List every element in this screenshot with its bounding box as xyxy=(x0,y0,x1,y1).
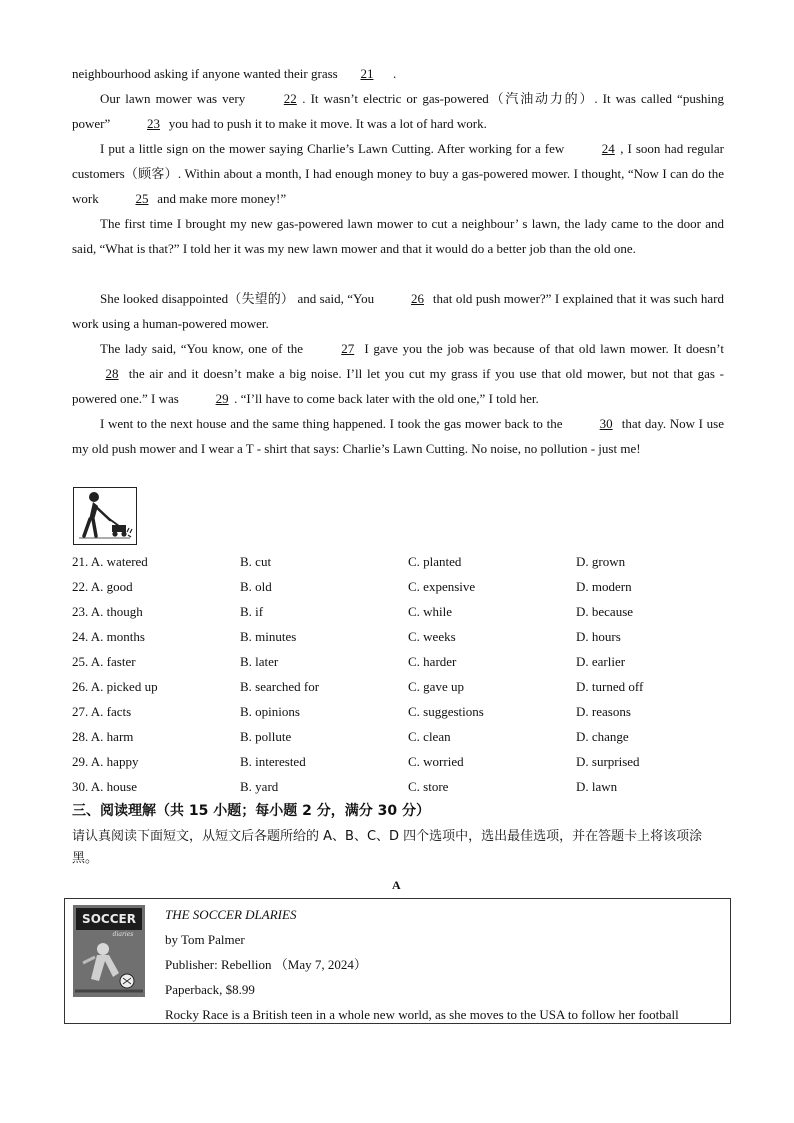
option-a: 24. A. months xyxy=(72,629,145,644)
option-b: B. yard xyxy=(240,779,279,794)
option-d: D. lawn xyxy=(576,779,618,794)
passage-paragraph-0: neighbourhood asking if anyone wanted their grass 21 . xyxy=(72,61,724,86)
option-b: B. minutes xyxy=(240,629,297,644)
question-row-27 xyxy=(72,699,732,724)
option-a: 26. A. picked up xyxy=(72,679,158,694)
passage-paragraph-1: Our lawn mower was very 22 . It wasn’t electric or gas-powered（汽油动力的）. It was called “pushing power” 23 you had to push it to make it move. It was a lot of hard work. xyxy=(72,86,724,136)
cloze-options xyxy=(72,549,732,799)
blank-25: 25 xyxy=(135,191,149,206)
option-b: B. interested xyxy=(240,754,306,769)
man-pushing-lawn-mower-icon xyxy=(74,488,135,543)
book-cover-image xyxy=(73,905,145,997)
book-publisher: Publisher: Rebellion （May 7, 2024） xyxy=(165,957,367,972)
option-c: C. worried xyxy=(408,754,464,769)
cover-subtitle-text: diaries xyxy=(112,931,134,938)
section-instructions: 请认真阅读下面短文，从短文后各题所给的 A、B、C、D 四个选项中，选出最佳选项，并在答题卡上将该项涂黑。 xyxy=(72,829,703,866)
option-c: C. suggestions xyxy=(408,704,484,719)
book-details xyxy=(165,902,725,1027)
option-d: D. earlier xyxy=(576,654,626,669)
passage-paragraph-5: The lady said, “You know, one of the 27 I gave you the job was because of that old lawn mower. It doesn’t 28 the air and it doesn’t make a big noise. I’ll let you cut my grass if you use that old mower, but not that gas - powered one.” I was 29 . “I’ll have to come back later with the old one,” I told her. xyxy=(72,336,724,411)
blank-27: 27 xyxy=(341,341,355,356)
question-row-21 xyxy=(72,549,732,574)
option-c: C. while xyxy=(408,604,453,619)
passage-paragraph-3: The first time I brought my new gas-powered lawn mower to cut a neighbour’ s lawn, the lady came to the door and said, “What is that?” I told her it was my new lawn mower and that it would do a better job than the old one. xyxy=(72,216,724,256)
option-a: 21. A. watered xyxy=(72,554,148,569)
lawn-mower-illustration xyxy=(73,487,137,545)
option-d: D. change xyxy=(576,729,629,744)
option-d: D. because xyxy=(576,604,634,619)
option-c: C. gave up xyxy=(408,679,464,694)
option-d: D. hours xyxy=(576,629,621,644)
option-a: 25. A. faster xyxy=(72,654,136,669)
option-c: C. planted xyxy=(408,554,462,569)
blank-22: 22 xyxy=(283,91,297,106)
option-a: 22. A. good xyxy=(72,579,133,594)
blank-30: 30 xyxy=(599,416,613,431)
option-c: C. clean xyxy=(408,729,451,744)
question-row-29 xyxy=(72,749,732,774)
cover-title-text: SOCCER xyxy=(82,912,136,926)
option-d: D. surprised xyxy=(576,754,640,769)
question-row-28 xyxy=(72,724,732,749)
option-b: B. old xyxy=(240,579,272,594)
blank-29: 29 xyxy=(215,391,229,406)
passage-letter: A xyxy=(392,878,401,892)
option-b: B. if xyxy=(240,604,264,619)
book-author: by Tom Palmer xyxy=(165,932,245,947)
option-c: C. weeks xyxy=(408,629,456,644)
passage-paragraph-4: She looked disappointed（失望的） and said, “You 26 that old push mower?” I explained that it was such hard work using a human-powered mower. xyxy=(72,286,724,336)
question-row-24 xyxy=(72,624,732,649)
book-info-box xyxy=(64,898,731,1024)
option-c: C. expensive xyxy=(408,579,476,594)
question-row-23 xyxy=(72,599,732,624)
book-title: THE SOCCER DLARIES xyxy=(165,907,297,922)
option-b: B. later xyxy=(240,654,279,669)
option-b: B. cut xyxy=(240,554,272,569)
book-price: Paperback, $8.99 xyxy=(165,982,255,997)
blank-23: 23 xyxy=(147,116,161,131)
option-b: B. opinions xyxy=(240,704,300,719)
option-c: C. store xyxy=(408,779,449,794)
question-row-30 xyxy=(72,774,732,799)
option-d: D. modern xyxy=(576,579,632,594)
passage-paragraph-2: I put a little sign on the mower saying Charlie’s Lawn Cutting. After working for a few 24 , I soon had regular customers（顾客）. Within about a month, I had enough money to buy a gas-powered mower. I thought, “Now I can do the work 25 and make more money!” xyxy=(72,136,724,211)
book-cover-art xyxy=(73,905,145,997)
book-summary: Rocky Race is a British teen in a whole new world, as she moves to the USA to follow her football xyxy=(165,1007,679,1022)
blank-21: 21 xyxy=(360,66,374,81)
option-c: C. harder xyxy=(408,654,457,669)
section-title: 三、阅读理解（共 15 小题；每小题 2 分，满分 30 分） xyxy=(72,803,430,819)
option-b: B. pollute xyxy=(240,729,292,744)
blank-24: 24 xyxy=(601,141,615,156)
option-a: 29. A. happy xyxy=(72,754,139,769)
option-a: 23. A. though xyxy=(72,604,143,619)
blank-28: 28 xyxy=(105,366,119,381)
option-d: D. grown xyxy=(576,554,626,569)
option-a: 28. A. harm xyxy=(72,729,134,744)
passage-paragraph-6: I went to the next house and the same thing happened. I took the gas mower back to the 30 that day. Now I use my old push mower and I wear a T - shirt that says: Charlie’s Lawn Cutting. No noise, no pollution - just me! xyxy=(72,411,724,461)
option-d: D. turned off xyxy=(576,679,644,694)
blank-26: 26 xyxy=(411,291,425,306)
option-d: D. reasons xyxy=(576,704,631,719)
option-a: 30. A. house xyxy=(72,779,137,794)
option-b: B. searched for xyxy=(240,679,320,694)
option-a: 27. A. facts xyxy=(72,704,132,719)
question-row-25 xyxy=(72,649,732,674)
question-row-26 xyxy=(72,674,732,699)
question-row-22 xyxy=(72,574,732,599)
